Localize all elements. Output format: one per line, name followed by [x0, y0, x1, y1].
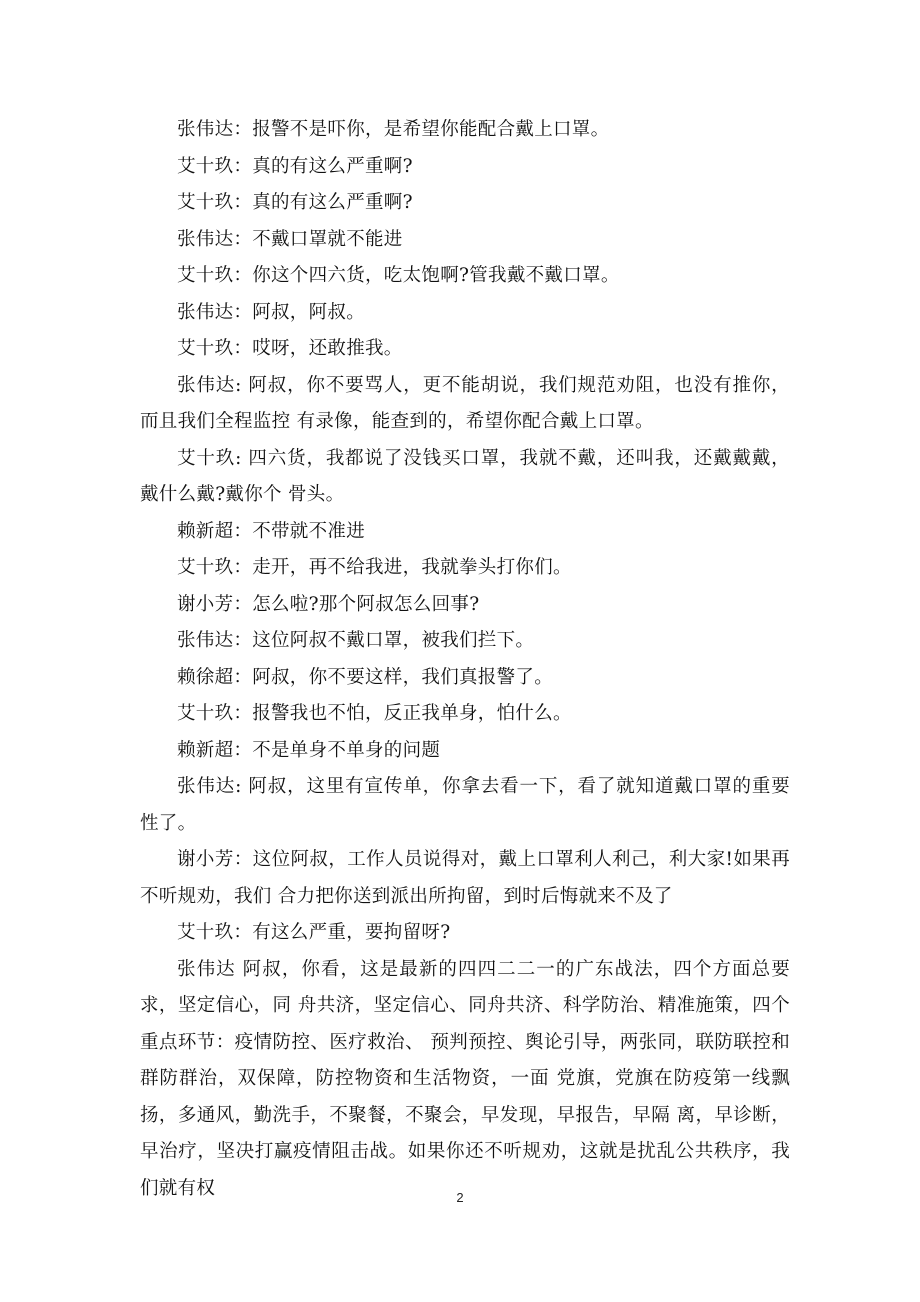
- dialogue-line: 赖新超：不带就不准进: [177, 520, 366, 542]
- dialogue-line: 艾十玖：报警我也不怕，反正我单身，怕什么。: [177, 703, 572, 724]
- dialogue-line: 谢小芳：怎么啦?那个阿叔怎么回事?: [177, 593, 480, 615]
- dialogue-line: 张伟达：报警不是吓你，是希望你能配合戴上口罩。: [177, 119, 610, 140]
- dialogue-line: 艾十玖：有这么严重，要拘留呀?: [177, 922, 451, 943]
- dialogue-line: 谢小芳：这位阿叔，工作人员说得对，戴上口罩利人利己，利大家!如果再不听规劝，我们 合力把你送到派出所拘留，到时后悔就来不及了: [140, 849, 790, 907]
- dialogue-line: 艾十玖：真的有这么严重啊?: [177, 155, 413, 177]
- dialogue-line: 张伟达：不戴口罩就不能进: [177, 228, 403, 250]
- page-number: 2: [456, 1190, 464, 1205]
- dialogue-line: 艾十玖: 四六货，我都说了没钱买口罩，我就不戴，还叫我，还戴戴戴，戴什么戴?戴你个 骨头。: [140, 447, 790, 505]
- dialogue-line: 艾十玖：真的有这么严重啊?: [177, 192, 413, 213]
- dialogue-line: 张伟达 阿叔，你看，这是最新的四四二二一的广东战法，四个方面总要求，坚定信心，同 舟共济，坚定信心、同舟共济、科学防治、精准施策，四个重点环节：疫情防控、医疗救治、 预判预控、舆论引导，两张同，联防联控和群防群治，双保障，防控物资和生活物资，一面 党旗，党旗在防疫第一线飘扬，多通风，勤洗手，不聚餐，不聚会，早发现，早报告，早隔 离，早诊断，早治疗，坚决打赢疫情阻击战。如果你还不听规劝，这就是扰乱公共秩序，我 们就有权: [140, 958, 790, 1199]
- dialogue-line: 张伟达: 阿叔，这里有宣传单，你拿去看一下，看了就知道戴口罩的重要性了。: [140, 776, 790, 834]
- dialogue-line: 张伟达: 阿叔，你不要骂人，更不能胡说，我们规范劝阻，也没有推你，而且我们全程监控 有录像，能查到的，希望你配合戴上口罩。: [140, 374, 790, 432]
- dialogue-line: 艾十玖：走开，再不给我进，我就拳头打你们。: [177, 557, 572, 578]
- dialogue-line: 赖新超：不是单身不单身的问题: [177, 739, 441, 761]
- dialogue-body: [140, 112, 790, 1207]
- dialogue-line: 赖徐超：阿叔，你不要这样，我们真报警了。: [177, 666, 554, 688]
- dialogue-line: 张伟达：这位阿叔不戴口罩，被我们拦下。: [177, 630, 535, 651]
- dialogue-line: 艾十玖：哎呀，还敢推我。: [177, 338, 403, 359]
- dialogue-line: 张伟达：阿叔，阿叔。: [177, 301, 366, 323]
- dialogue-line: 艾十玖：你这个四六货，吃太饱啊?管我戴不戴口罩。: [177, 265, 620, 286]
